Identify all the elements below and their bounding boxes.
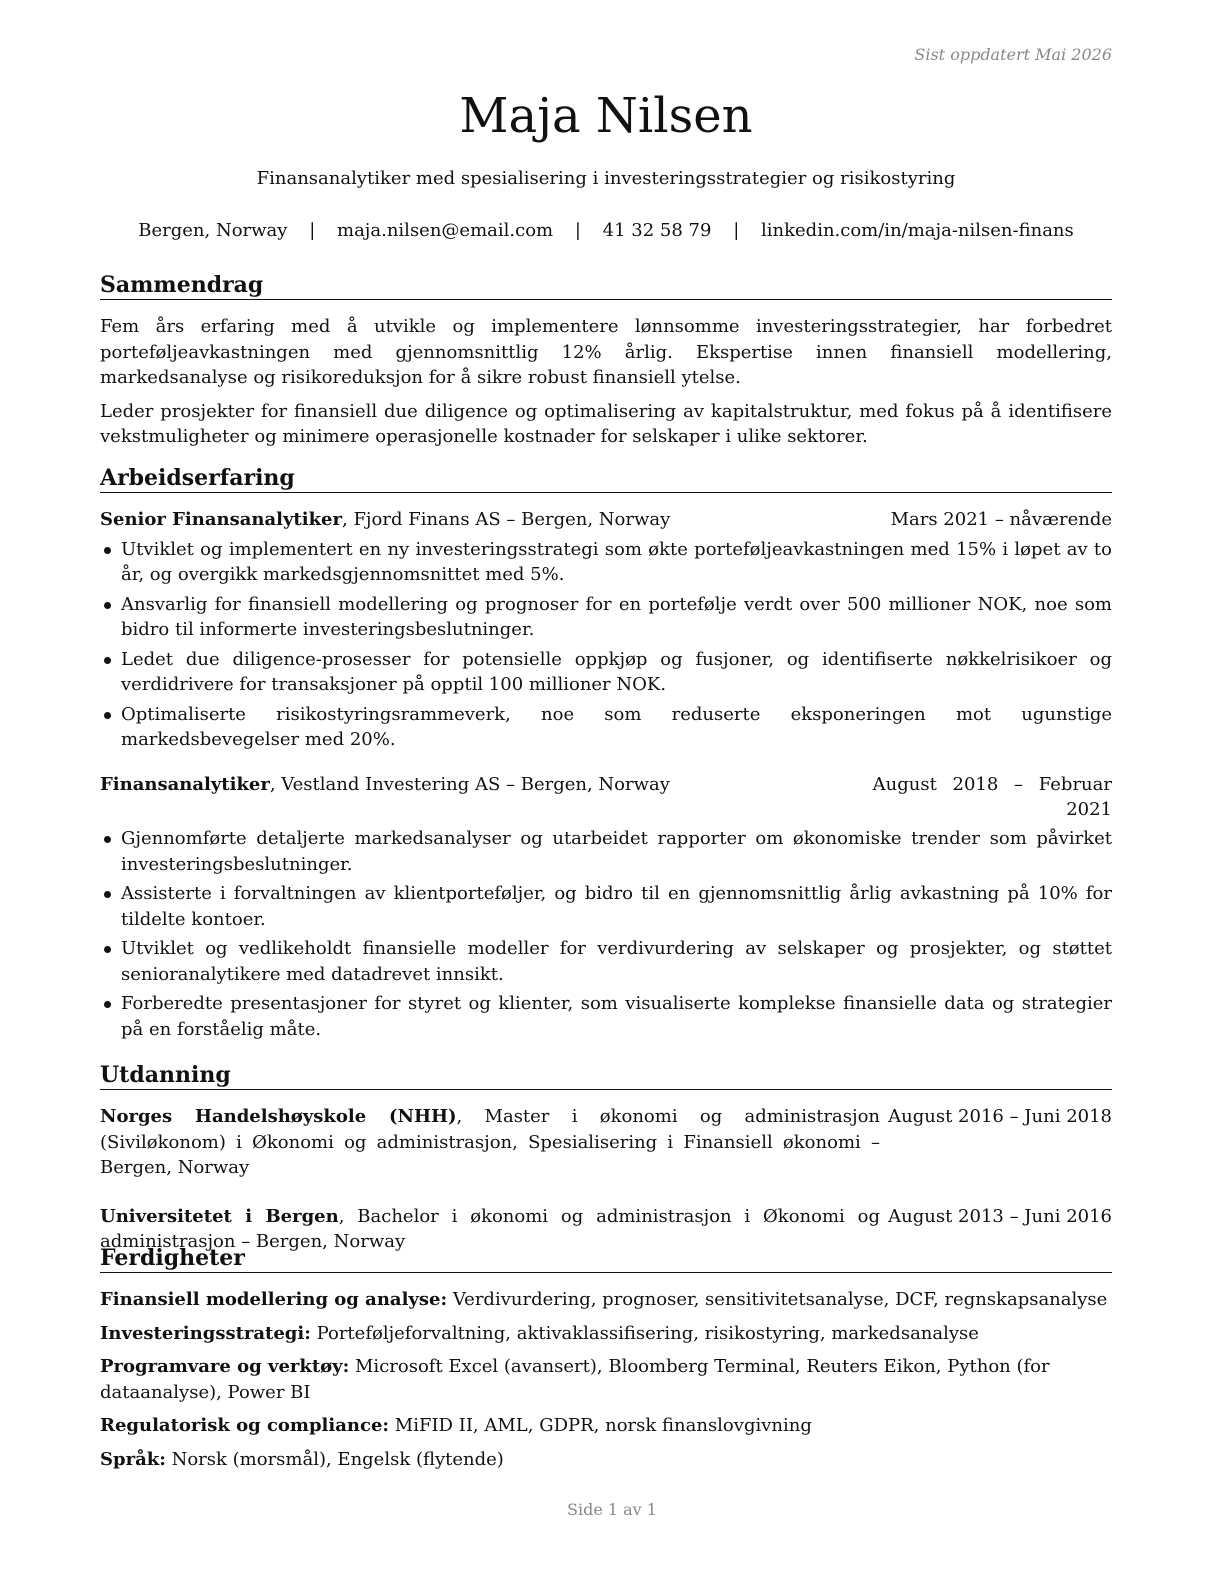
skill-label: Finansiell modellering og analyse: [100,1289,448,1310]
skill-row [100,1354,1112,1405]
job-bullet: Assisterte i forvaltningen av klientporteføljer, og bidro til en gjennomsnittlig årlig avkastning på 10% for tildelte kontoer. [100,881,1112,932]
education-entry [100,1104,1112,1181]
job-company: , Vestland Investering AS – Bergen, Norway [269,773,670,795]
education-dates: August 2016 – Juni 2018 [888,1106,1112,1127]
section-heading-summary: Sammendrag [100,271,1112,300]
skill-value: Norsk (morsmål), Engelsk (flytende) [165,1448,504,1470]
contact-location: Bergen, Norway [138,220,288,241]
skill-value: Verdivurdering, prognoser, sensitivitetsanalyse, DCF, regnskapsanalyse [447,1289,1108,1310]
skills-list [100,1287,1112,1472]
job-bullet: Optimaliserte risikostyringsrammeverk, noe som reduserte eksponeringen mot ugunstige markedsbevegelser med 20%. [100,702,1112,753]
section-heading-experience: Arbeidserfaring [100,464,1112,493]
summary-section [100,271,1112,450]
job-title: Finansanalytiker [100,773,270,795]
section-heading-skills: Ferdigheter [100,1244,1112,1273]
job-dates-line: August 2018 – Februar [872,773,1112,795]
skill-value: Porteføljeforvaltning, aktivaklassifisering, risikostyring, markedsanalyse [310,1322,979,1344]
contact-linkedin[interactable]: linkedin.com/in/maja-nilsen-finans [761,220,1074,241]
school-name: Norges Handelshøyskole (NHH) [100,1106,457,1127]
contact-separator: | [574,220,581,241]
job-bullet: Utviklet og vedlikeholdt finansielle modeller for verdivurdering av selskaper og prosjekter, og støttet senioranalytikere med datadrevet innsikt. [100,936,1112,987]
skill-value: Microsoft Excel (avansert), Bloomberg Terminal, Reuters Eikon, Python (for dataanalyse), Power BI [100,1356,1050,1403]
job-title: Senior Finansanalytiker [100,509,342,530]
contact-line [100,218,1112,244]
contact-separator: | [309,220,316,241]
skill-value: MiFID II, AML, GDPR, norsk finanslovgivning [389,1415,812,1436]
job-bullets [100,826,1112,1042]
skills-section [100,1244,1112,1480]
contact-email[interactable]: maja.nilsen@email.com [337,220,554,241]
contact-phone: 41 32 58 79 [602,220,712,241]
job-bullet: Forberedte presentasjoner for styret og klienter, som visualiserte komplekse finansielle data og strategier på en forståelig måte. [100,991,1112,1042]
job-bullet: Ledet due diligence-prosesser for potensielle oppkjøp og fusjoner, og identifiserte nøkkelrisikoer og verdidrivere for transaksjoner på opptil 100 millioner NOK. [100,647,1112,698]
job-company: , Fjord Finans AS – Bergen, Norway [342,509,671,530]
resume-page [100,0,1112,1584]
skill-row [100,1413,1112,1439]
job-header [100,772,1112,820]
contact-separator: | [733,220,740,241]
experience-section [100,464,1112,1046]
summary-paragraph: Fem års erfaring med å utvikle og implementere lønnsomme investeringsstrategier, har forbedret porteføljeavkastningen med gjennomsnittlig 12% årlig. Ekspertise innen finansiell modellering, markedsanalyse og risikoreduksjon for å sikre robust finansiell ytelse. [100,316,1112,388]
candidate-name: Maja Nilsen [459,88,753,144]
job-dates [873,772,1112,823]
page-number-footer: Side 1 av 1 [567,1500,657,1519]
job-dates-line: 2021 [1066,799,1112,820]
education-section [100,1061,1112,1255]
degree-details: , Bachelor i økonomi og administrasjon i Økonomi og administrasjon – Bergen, Norway [100,1205,880,1252]
tagline: Finansanalytiker med spesialisering i investeringsstrategier og risikostyring [256,168,956,189]
job-dates: Mars 2021 – nåværende [890,509,1112,530]
skill-label: Språk: [100,1448,166,1470]
job-bullet: Utviklet og implementert en ny investeringsstrategi som økte porteføljeavkastningen med 15% i løpet av to år, og overgikk markedsgjennomsnittet med 5%. [100,537,1112,588]
job-bullets [100,537,1112,753]
job-bullet: Gjennomførte detaljerte markedsanalyser og utarbeidet rapporter om økonomiske trender som påvirket investeringsbeslutninger. [100,826,1112,877]
education-dates: August 2013 – Juni 2016 [888,1205,1112,1227]
section-heading-education: Utdanning [100,1061,1112,1090]
school-name: Universitetet i Bergen [100,1205,339,1227]
job-entry [100,772,1112,1043]
summary-paragraph: Leder prosjekter for finansiell due diligence og optimalisering av kapitalstruktur, med fokus på å identifisere vekstmuligheter og minimere operasjonelle kostnader for selskaper i ulike sektorer. [100,400,1112,447]
job-bullet: Ansvarlig for finansiell modellering og prognoser for en portefølje verdt over 500 millioner NOK, noe som bidro til informerte investeringsbeslutninger. [100,592,1112,643]
skill-row [100,1287,1112,1313]
job-entry [100,507,1112,753]
skill-label: Programvare og verktøy: [100,1356,350,1377]
degree-details: , Master i økonomi og administrasjon (Siviløkonom) i Økonomi og administrasjon, Spesialisering i Finansiell økonomi – Bergen, Norway [100,1106,881,1178]
skill-row [100,1321,1112,1347]
job-header [100,507,1112,533]
skill-label: Regulatorisk og compliance: [100,1415,390,1436]
last-updated-note: Sist oppdatert Mai 2026 [914,45,1112,64]
skill-row [100,1447,1112,1473]
skill-label: Investeringsstrategi: [100,1322,311,1344]
